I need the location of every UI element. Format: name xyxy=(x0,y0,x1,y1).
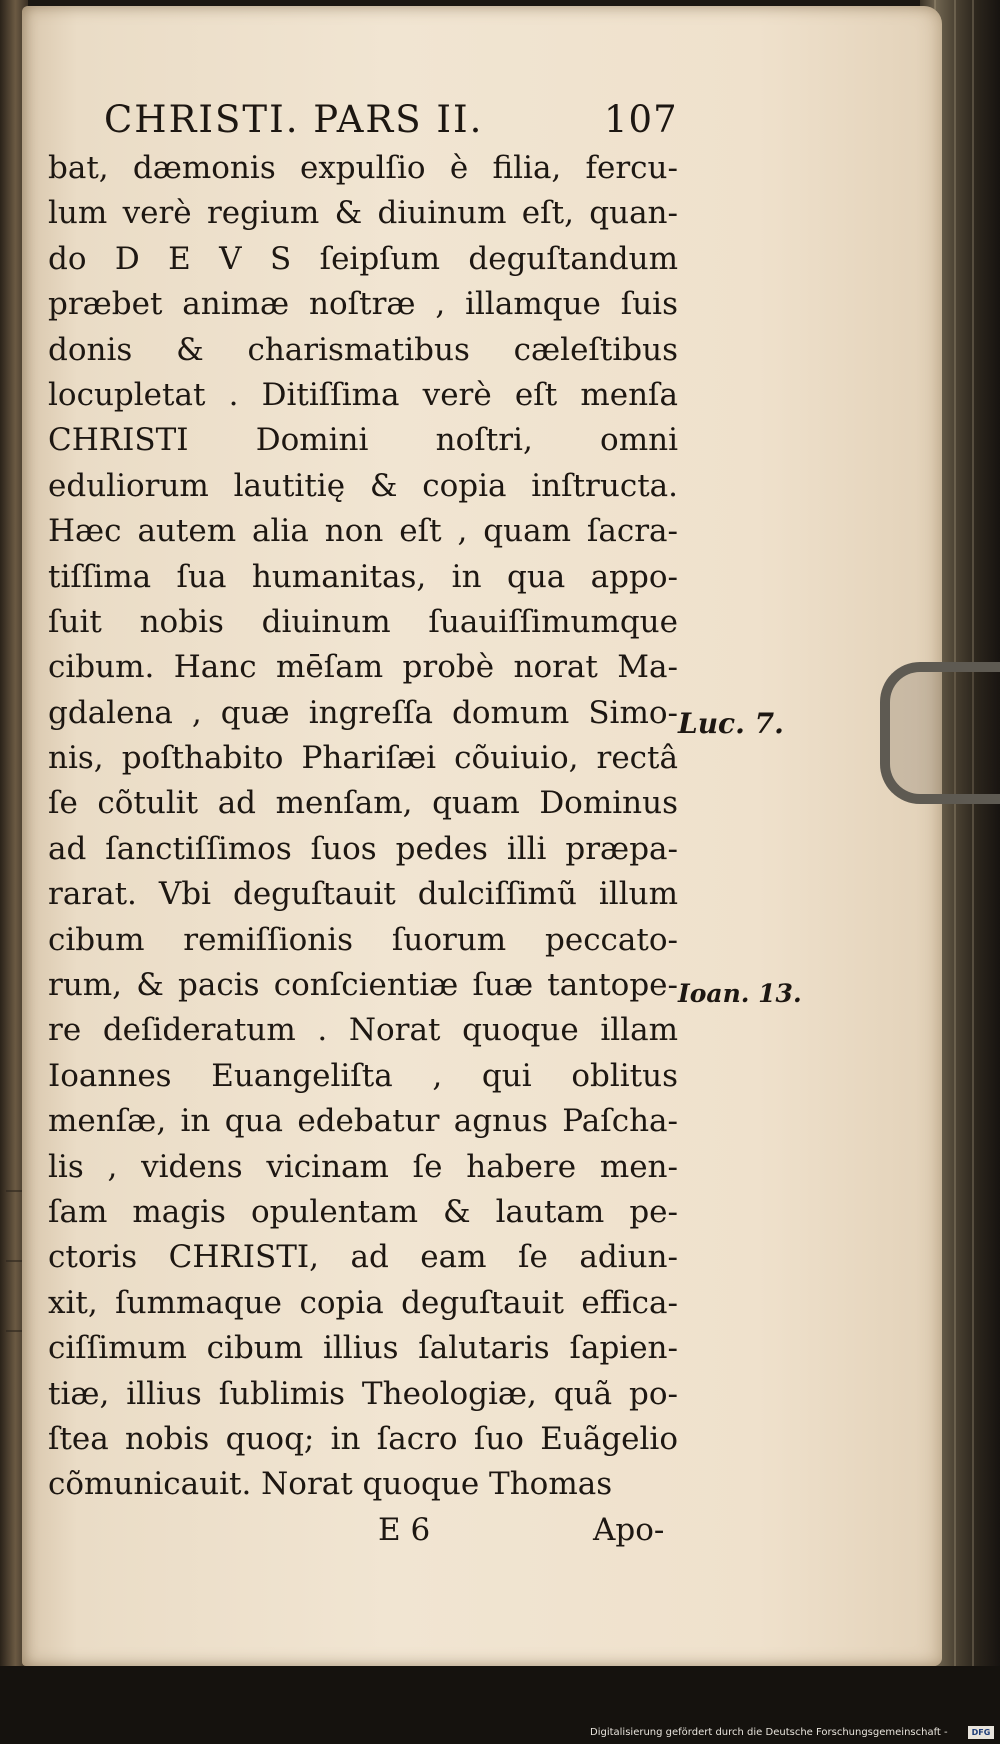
text-line: ſuit nobis diuinum ſuauiſſimumque xyxy=(48,603,678,640)
text-line: xit, ſummaque copia deguſtauit effica- xyxy=(48,1284,678,1321)
text-line: gdalena , quæ ingreſſa domum Simo- xyxy=(48,694,678,731)
text-line: Ioannes Euangeliſta , qui oblitus xyxy=(48,1057,678,1094)
text-line: eduliorum lautitię & copia inſtructa. xyxy=(48,467,678,504)
text-line: lum verè regium & diuinum eſt, quan- xyxy=(48,195,678,232)
text-line: CHRISTI Domini noſtri, omni xyxy=(48,422,678,459)
page-number: 107 xyxy=(604,98,678,141)
text-line: rum, & pacis conſcientiæ ſuæ tantope- xyxy=(48,967,678,1004)
bleed-mark xyxy=(6,1330,22,1332)
text-line: cibum. Hanc mēſam probè norat Ma- xyxy=(48,649,678,686)
text-line: ciſſimum cibum illius ſalutaris ſapien- xyxy=(48,1330,678,1367)
margin-note-luke: Luc. 7. xyxy=(678,707,784,740)
text-line: Hæc autem alia non eſt , quam ſacra- xyxy=(48,513,678,550)
text-line: ſtea nobis quoq; in ſacro ſuo Euãgelio xyxy=(48,1420,678,1457)
text-line: ſe cõtulit ad menſam, quam Dominus xyxy=(48,785,678,822)
text-line: præbet animæ noſtræ , illamque ſuis xyxy=(48,286,678,323)
running-title: CHRISTI. PARS II. xyxy=(104,98,484,141)
text-line: lis , videns vicinam ſe habere men- xyxy=(48,1148,678,1185)
text-block xyxy=(48,98,678,1560)
text-line: ſam magis opulentam & lautam pe- xyxy=(48,1193,678,1230)
catchword: Apo- xyxy=(593,1511,665,1548)
text-line: re deſideratum . Norat quoque illam xyxy=(48,1012,678,1049)
edge-stripe xyxy=(954,0,956,1744)
text-line: tiæ, illius ſublimis Theologiæ, quã po- xyxy=(48,1375,678,1412)
book-clasp xyxy=(880,662,1000,804)
text-line: bat, dæmonis expulſio è filia, fercu- xyxy=(48,150,678,186)
bleed-mark xyxy=(6,1260,22,1262)
dfg-logo: DFG xyxy=(968,1726,994,1739)
edge-stripe xyxy=(972,0,974,1744)
text-line: ctoris CHRISTI, ad eam ſe adiun- xyxy=(48,1239,678,1276)
text-line: cõmunicauit. Norat quoque Thomas xyxy=(48,1466,613,1503)
text-line: cibum remiſſionis ſuorum peccato- xyxy=(48,921,678,958)
digitization-credit: Digitalisierung gefördert durch die Deutsche Forschungsgemeinschaft - xyxy=(590,1727,948,1738)
text-line: do D E V S ſeipſum deguſtandum xyxy=(48,240,678,277)
text-line: locupletat . Ditiſſima verè eſt menſa xyxy=(48,376,678,413)
body-text xyxy=(48,146,678,1508)
margin-note-john: Ioan. 13. xyxy=(678,979,802,1008)
text-line: rarat. Vbi deguſtauit dulciſſimũ illum xyxy=(48,876,678,913)
text-line: tiſſima ſua humanitas, in qua appo- xyxy=(48,558,678,595)
text-line: nis, poſthabito Phariſæi cõuiuio, rectâ xyxy=(48,740,678,777)
text-line: donis & charismatibus cæleſtibus xyxy=(48,331,678,368)
text-line: menſæ, in qua edebatur agnus Paſcha- xyxy=(48,1103,678,1140)
signature-mark: E 6 xyxy=(378,1511,431,1548)
running-header xyxy=(48,98,678,146)
bleed-mark xyxy=(6,1190,22,1192)
page-footer xyxy=(48,1512,678,1560)
text-line: ad ſanctiſſimos ſuos pedes illi præpa- xyxy=(48,830,678,867)
